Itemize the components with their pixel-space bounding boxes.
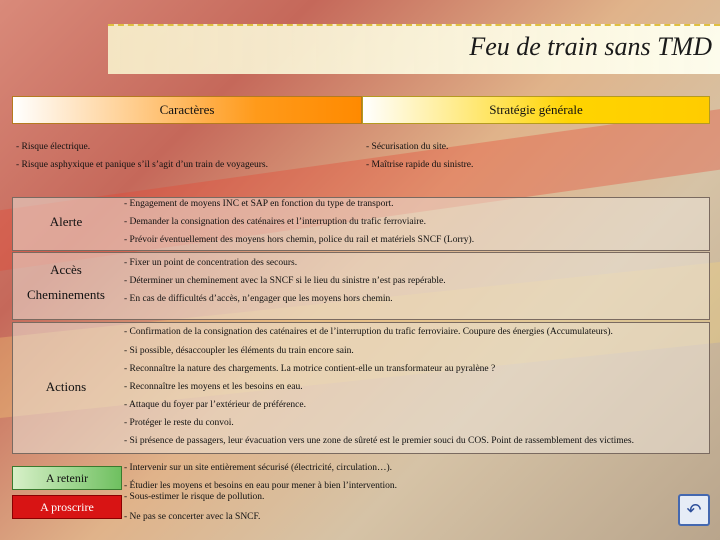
cheminements-label: Cheminements xyxy=(27,287,105,302)
caractere-line: - Risque électrique. xyxy=(16,142,91,152)
header-strategie: Stratégie générale xyxy=(362,96,710,124)
acces-item: - Fixer un point de concentration des secours. xyxy=(124,258,298,268)
actions-label: Actions xyxy=(45,379,87,394)
retenir-item: - Étudier les moyens et besoins en eau pour mener à bien l’intervention. xyxy=(124,481,398,491)
alerte-item: - Engagement de moyens INC et SAP en fonction du type de transport. xyxy=(124,199,394,209)
actions-item: - Attaque du foyer par l’extérieur de préférence. xyxy=(124,400,306,410)
actions-item: - Si présence de passagers, leur évacuation vers une zone de sûreté est le premier souci du COS. Point de rassemblement des victimes. xyxy=(124,436,634,446)
retenir-label: A retenir xyxy=(12,466,122,490)
alerte-item: - Prévoir éventuellement des moyens hors chemin, police du rail et matériels SNCF (Lorry). xyxy=(124,235,475,245)
alerte-item: - Demander la consignation des caténaires et l’interruption du trafic ferroviaire. xyxy=(124,217,427,227)
actions-item: - Reconnaître la nature des chargements. La motrice contient-elle un transformateur au pyralène ? xyxy=(124,364,496,374)
caractere-line: - Risque asphyxique et panique s’il s’agit d’un train de voyageurs. xyxy=(16,160,268,170)
alerte-label: Alerte xyxy=(49,214,83,229)
proscrire-label: A proscrire xyxy=(12,495,122,519)
return-button[interactable] xyxy=(678,494,710,526)
acces-label: Accès xyxy=(50,262,82,277)
actions-item: - Protéger le reste du convoi. xyxy=(124,418,234,428)
strategie-line: - Sécurisation du site. xyxy=(366,142,449,152)
retenir-item: - Intervenir sur un site entièrement sécurisé (électricité, circulation…). xyxy=(124,463,392,473)
header-caracteres: Caractères xyxy=(12,96,362,124)
actions-item: - Reconnaître les moyens et les besoins en eau. xyxy=(124,382,303,392)
proscrire-item: - Ne pas se concerter avec la SNCF. xyxy=(124,512,261,522)
actions-item: - Si possible, désaccoupler les éléments du train encore sain. xyxy=(124,346,354,356)
actions-item: - Confirmation de la consignation des caténaires et de l’interruption du trafic ferroviaire. Coupure des énergies (Accumulateurs). xyxy=(124,327,613,337)
proscrire-item: - Sous-estimer le risque de pollution. xyxy=(124,492,265,502)
page-title: Feu de train sans TMD xyxy=(469,32,712,61)
acces-item: - Déterminer un cheminement avec la SNCF si le lieu du sinistre n’est pas repérable. xyxy=(124,276,446,286)
strategie-line: - Maîtrise rapide du sinistre. xyxy=(366,160,474,170)
return-arrow-icon: ↶ xyxy=(686,499,702,521)
acces-item: - En cas de difficultés d’accès, n’engager que les moyens hors chemin. xyxy=(124,294,393,304)
